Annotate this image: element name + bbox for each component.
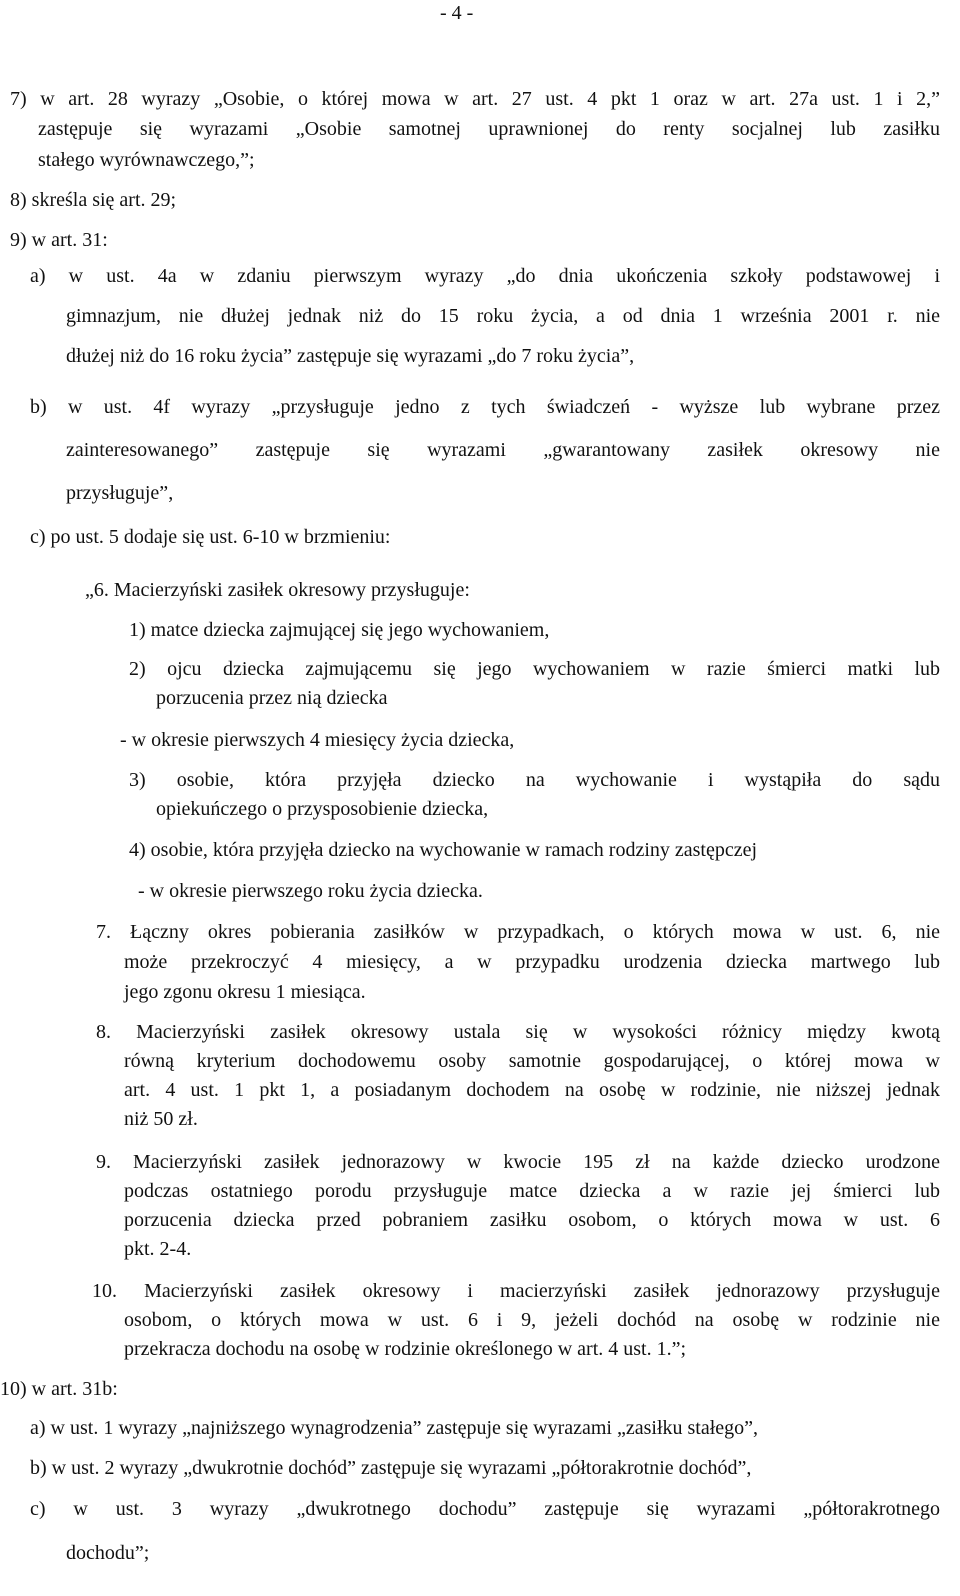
ust-6-dash-2: - w okresie pierwszego roku życia dziecka. — [138, 880, 483, 902]
ust-7-line-3: jego zgonu okresu 1 miesiąca. — [124, 981, 366, 1003]
item-10c-line-1: c) w ust. 3 wyrazy „dwukrotnego dochodu” zastępuje się wyrazami „półtorakrotnego — [30, 1498, 940, 1520]
ust-10-line-2: osobom, o których mowa w ust. 6 i 9, jeżeli dochód na osobę w rodzinie nie — [124, 1309, 940, 1331]
ust-7-line-1: 7. Łączny okres pobierania zasiłków w przypadkach, o których mowa w ust. 6, nie — [96, 921, 940, 943]
item-10-line-1: 10) w art. 31b: — [0, 1378, 118, 1400]
item-9a-line-2: gimnazjum, nie dłużej jednak niż do 15 roku życia, a od dnia 1 września 2001 r. nie — [66, 305, 940, 327]
item-10a-line-1: a) w ust. 1 wyrazy „najniższego wynagrodzenia” zastępuje się wyrazami „zasiłku stałego”, — [30, 1417, 759, 1439]
item-9b-line-2: zainteresowanego” zastępuje się wyrazami „gwarantowany zasiłek okresowy nie — [66, 439, 940, 461]
item-8-line-1: 8) skreśla się art. 29; — [10, 189, 177, 211]
item-10b-line-1: b) w ust. 2 wyrazy „dwukrotnie dochód” zastępuje się wyrazami „półtorakrotnie dochód”, — [30, 1457, 752, 1479]
item-9a-line-1: a) w ust. 4a w zdaniu pierwszym wyrazy „do dnia ukończenia szkoły podstawowej i — [30, 265, 940, 287]
ust-9-line-4: pkt. 2-4. — [124, 1238, 192, 1260]
item-7-line-3: stałego wyrównawczego,”; — [38, 149, 255, 171]
ust-6-dash-1: - w okresie pierwszych 4 miesięcy życia dziecka, — [120, 729, 515, 751]
ust-8-line-3: art. 4 ust. 1 pkt 1, a posiadanym dochodem na osobę w rodzinie, nie niższej jednak — [124, 1079, 940, 1101]
ust-6-pt-2-line-1: 2) ojcu dziecka zajmującemu się jego wychowaniem w razie śmierci matki lub — [129, 658, 940, 680]
ust-9-line-1: 9. Macierzyński zasiłek jednorazowy w kwocie 195 zł na każde dziecko urodzone — [96, 1151, 940, 1173]
ust-9-line-3: porzucenia dziecka przed pobraniem zasiłku osobom, o których mowa w ust. 6 — [124, 1209, 940, 1231]
item-10c-line-2: dochodu”; — [66, 1542, 150, 1564]
item-7-line-2: zastępuje się wyrazami „Osobie samotnej uprawnionej do renty socjalnej lub zasiłku — [38, 118, 940, 140]
ust-8-line-2: równą kryterium dochodowemu osoby samotnie gospodarującej, o której mowa w — [124, 1050, 940, 1072]
item-9-line-1: 9) w art. 31: — [10, 229, 108, 251]
item-9b-line-1: b) w ust. 4f wyrazy „przysługuje jedno z tych świadczeń - wyższe lub wybrane przez — [30, 396, 940, 418]
ust-6-pt-3-line-1: 3) osobie, która przyjęła dziecko na wychowanie i wystąpiła do sądu — [129, 769, 940, 791]
ust-6-pt-4: 4) osobie, która przyjęła dziecko na wychowanie w ramach rodziny zastępczej — [129, 839, 758, 861]
ust-10-line-1: 10. Macierzyński zasiłek okresowy i macierzyński zasiłek jednorazowy przysługuje — [92, 1280, 940, 1302]
ust-7-line-2: może przekroczyć 4 miesięcy, a w przypadku urodzenia dziecka martwego lub — [124, 951, 940, 973]
page-number: - 4 - — [440, 2, 474, 24]
ust-6-pt-2-line-2: porzucenia przez nią dziecka — [156, 687, 388, 709]
ust-6-pt-3-line-2: opiekuńczego o przysposobienie dziecka, — [156, 798, 489, 820]
ust-10-line-3: przekracza dochodu na osobę w rodzinie określonego w art. 4 ust. 1.”; — [124, 1338, 687, 1360]
item-9b-line-3: przysługuje”, — [66, 482, 174, 504]
ust-6-line-1: „6. Macierzyński zasiłek okresowy przysługuje: — [85, 579, 470, 601]
item-9c-line-1: c) po ust. 5 dodaje się ust. 6-10 w brzmieniu: — [30, 526, 391, 548]
ust-8-line-4: niż 50 zł. — [124, 1108, 198, 1130]
ust-6-pt-1: 1) matce dziecka zajmującej się jego wychowaniem, — [129, 619, 550, 641]
ust-8-line-1: 8. Macierzyński zasiłek okresowy ustala się w wysokości różnicy między kwotą — [96, 1021, 940, 1043]
ust-9-line-2: podczas ostatniego porodu przysługuje matce dziecka a w razie jej śmierci lub — [124, 1180, 940, 1202]
item-7-line-1: 7) w art. 28 wyrazy „Osobie, o której mowa w art. 27 ust. 4 pkt 1 oraz w art. 27a ust. 1 i 2,” — [10, 88, 940, 110]
item-9a-line-3: dłużej niż do 16 roku życia” zastępuje się wyrazami „do 7 roku życia”, — [66, 345, 635, 367]
